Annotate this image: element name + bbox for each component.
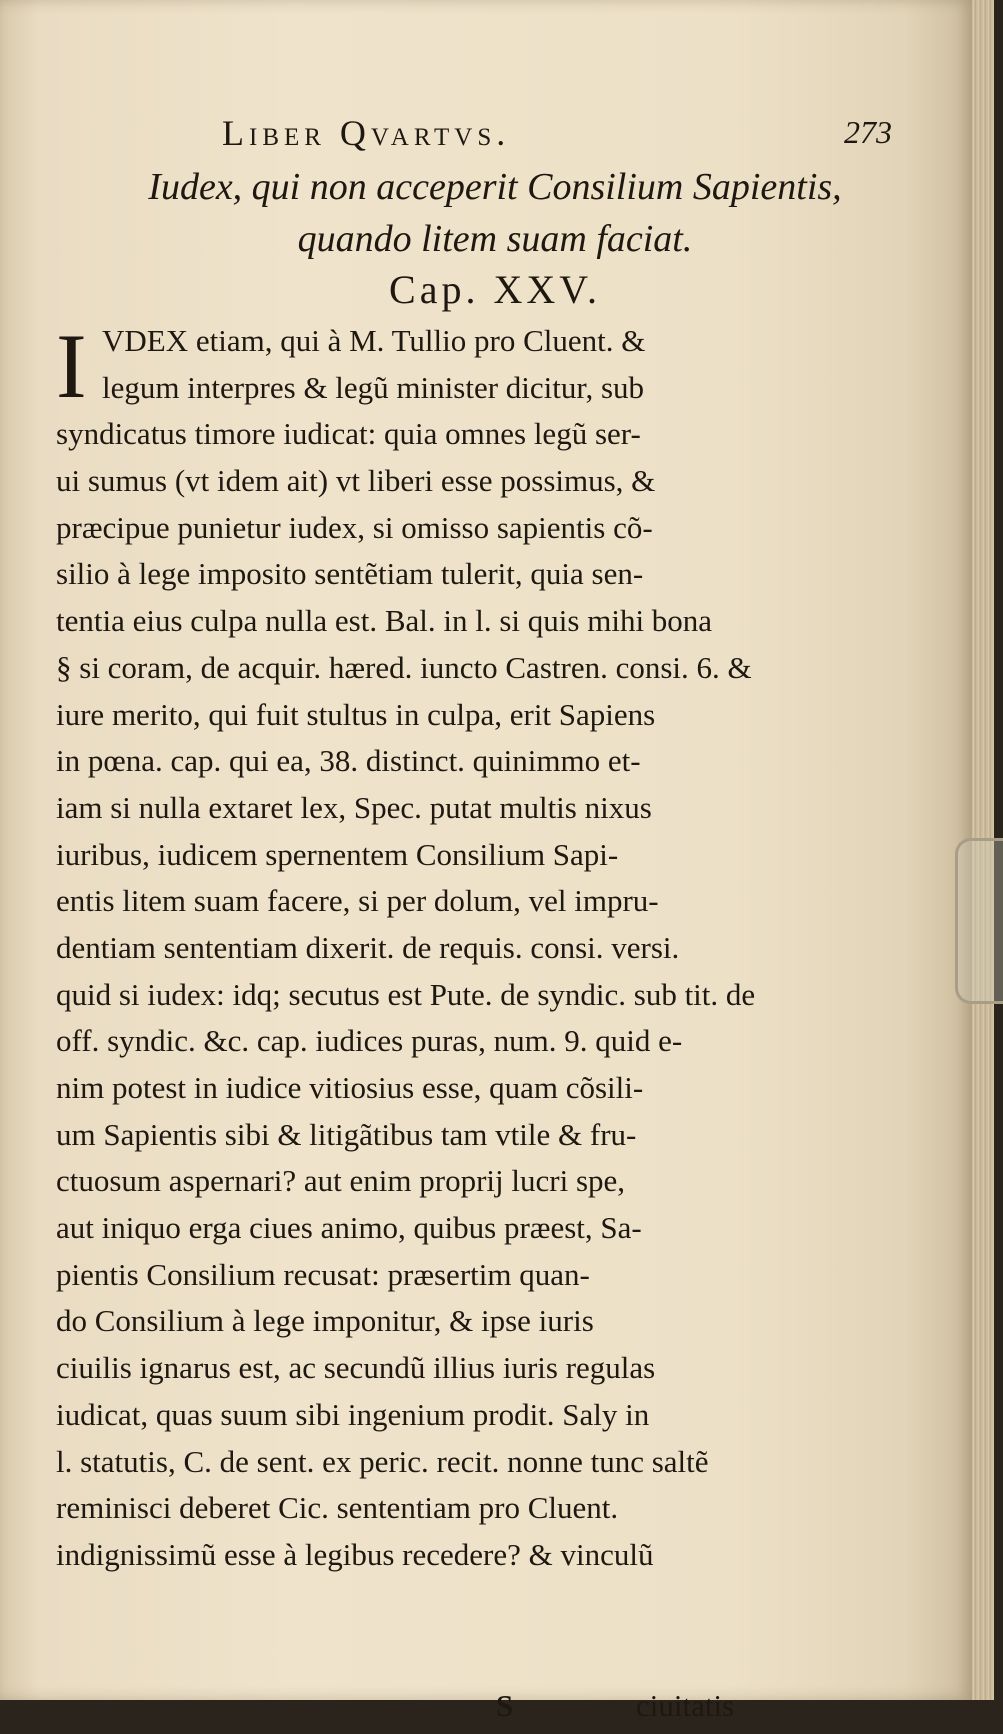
text-line: aut iniquo erga ciues animo, quibus præest, Sa-: [56, 1210, 642, 1246]
chapter-title-line-2: quando litem suam faciat.: [297, 218, 693, 260]
signature-mark: S: [496, 1688, 514, 1723]
text-line: iure merito, qui fuit stultus in culpa, erit Sapiens: [56, 696, 656, 732]
text-line: in pœna. cap. qui ea, 38. distinct. quinimmo et-: [56, 743, 641, 779]
text-line: legum interpres & legũ minister dicitur, sub: [102, 369, 645, 405]
text-line: pientis Consilium recusat: præsertim quan-: [56, 1256, 590, 1292]
text-line: tentia eius culpa nulla est. Bal. in l. si quis mihi bona: [56, 603, 713, 639]
text-line: indignissimũ esse à legibus recedere? & vinculũ: [56, 1536, 654, 1572]
text-line: iuribus, iudicem spernentem Consilium Sapi-: [56, 836, 619, 872]
text-line: § si coram, de acquir. hæred. iuncto Castren. consi. 6. &: [56, 649, 752, 685]
text-line: ctuosum aspernari? aut enim proprij lucri spe,: [56, 1163, 626, 1199]
chapter-number: Cap. XXV.: [389, 267, 601, 312]
text-line: quid si iudex: idq; secutus est Pute. de syndic. sub tit. de: [56, 976, 756, 1012]
text-line: ciuilis ignarus est, ac secundũ illius iuris regulas: [56, 1350, 656, 1386]
page-number: 273: [844, 114, 892, 150]
text-line: syndicatus timore iudicat: quia omnes legũ ser-: [56, 416, 641, 452]
text-line: ui sumus (vt idem ait) vt liberi esse possimus, &: [56, 463, 656, 499]
chapter-title-line-1: Iudex, qui non acceperit Consilium Sapientis,: [148, 166, 842, 208]
body-text: [56, 315, 916, 1723]
text-line: præcipue punietur iudex, si omisso sapientis cõ-: [56, 509, 653, 545]
text-line: reminisci deberet Cic. sententiam pro Cluent.: [56, 1490, 619, 1526]
text-line: off. syndic. &c. cap. iudices puras, num. 9. quid e-: [56, 1023, 683, 1059]
text-line: do Consilium à lege imponitur, & ipse iuris: [56, 1303, 594, 1339]
page-footer: [56, 1688, 916, 1734]
text-line: nim potest in iudice vitiosius esse, quam cõsili-: [56, 1070, 644, 1105]
text-line: entis litem suam facere, si per dolum, vel impru-: [56, 883, 659, 919]
text-line-content: VDEX etiam, qui à M. Tullio pro Cluent. &: [102, 323, 646, 358]
drop-cap: I: [56, 315, 87, 417]
text-line: dentiam sententiam dixerit. de requis. consi. versi.: [56, 929, 680, 965]
book-clasp: [955, 838, 1003, 1004]
page-header: [222, 112, 922, 156]
text-line: silio à lege imposito sentẽtiam tulerit, quia sen-: [56, 556, 644, 592]
running-head: Liber Qvartvs.: [222, 113, 511, 153]
text-line: iam si nulla extaret lex, Spec. putat multis nixus: [56, 789, 652, 825]
text-line: iudicat, quas suum sibi ingenium prodit. Saly in: [56, 1396, 650, 1432]
text-line: um Sapientis sibi & litigãtibus tam vtile & fru-: [56, 1116, 637, 1152]
text-line: l. statutis, C. de sent. ex peric. recit. nonne tunc saltẽ: [56, 1443, 709, 1479]
catchword: ciuitatis: [636, 1688, 735, 1723]
